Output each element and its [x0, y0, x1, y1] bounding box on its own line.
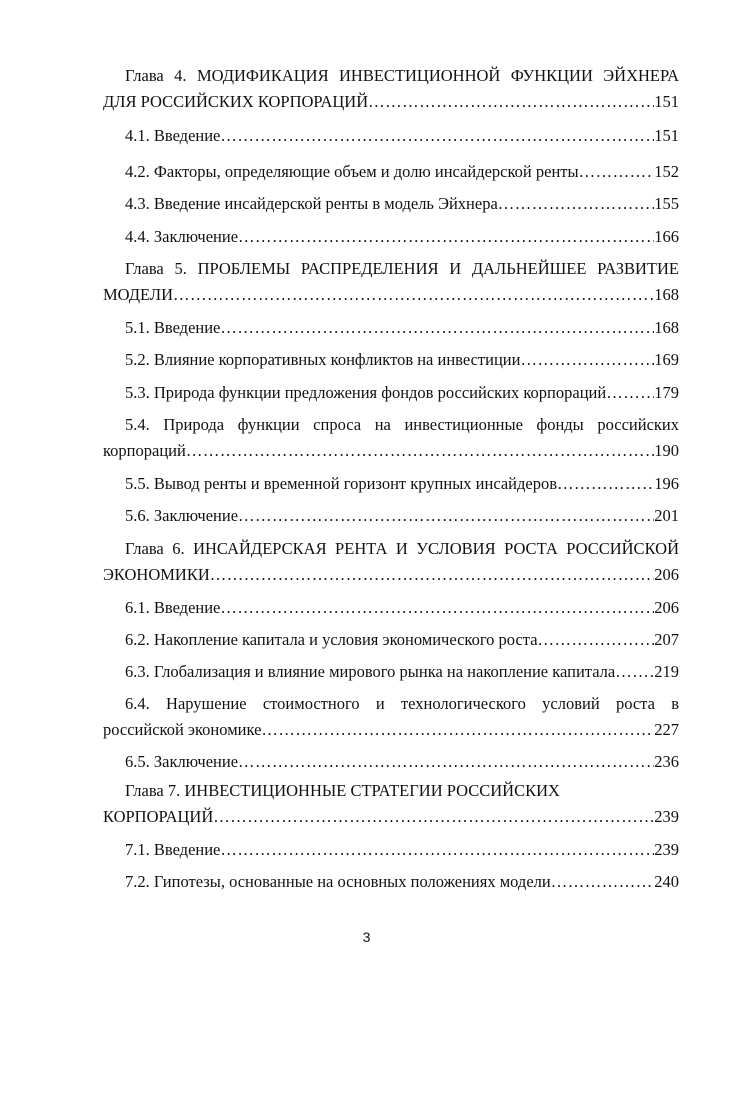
toc-entry-4-2 [103, 160, 679, 184]
chapter-7-title-line2 [103, 805, 679, 829]
entry-title: 6.5. Заключение [125, 752, 239, 771]
entry-title: 4.2. Факторы, определяющие объем и долю инсайдерской ренты [125, 162, 579, 181]
leader-dots [220, 596, 654, 620]
entry-page: 239 [654, 840, 679, 859]
toc-entry-5-3 [103, 381, 679, 405]
chapter-4-title-line1: Глава 4. МОДИФИКАЦИЯ ИНВЕСТИЦИОННОЙ ФУНКЦИИ ЭЙХНЕРА [125, 66, 679, 85]
leader-dots [210, 563, 655, 587]
toc-entry-6-4-line1: 6.4. Нарушение стоимостного и технологического условий роста в [125, 694, 679, 713]
chapter-4-page: 151 [654, 92, 679, 111]
page-number: 3 [362, 929, 371, 945]
toc-entry-7-2 [103, 870, 679, 894]
chapter-5-title-text: МОДЕЛИ [103, 285, 173, 304]
toc-entry-5-5 [103, 472, 679, 496]
entry-title: 6.2. Накопление капитала и условия экономического роста [125, 630, 538, 649]
chapter-4-title-text: ДЛЯ РОССИЙСКИХ КОРПОРАЦИЙ [103, 92, 369, 111]
toc-entry-5-4-line2 [103, 439, 679, 463]
chapter-6-title-line1: Глава 6. ИНСАЙДЕРСКАЯ РЕНТА И УСЛОВИЯ РОСТА РОССИЙСКОЙ [125, 539, 679, 558]
entry-page: 155 [654, 194, 679, 213]
chapter-6-title-line2 [103, 563, 679, 587]
entry-page: 151 [654, 126, 679, 145]
entry-title: 5.6. Заключение [125, 506, 239, 525]
toc-entry-4-1 [103, 124, 679, 148]
leader-dots [538, 628, 655, 652]
chapter-7-title-text: КОРПОРАЦИЙ [103, 807, 214, 826]
leader-dots [368, 90, 654, 114]
leader-dots [557, 472, 654, 496]
entry-title: 7.1. Введение [125, 840, 221, 859]
entry-title: 5.1. Введение [125, 318, 221, 337]
entry-title: 5.3. Природа функции предложения фондов российских корпораций [125, 383, 607, 402]
entry-title: 4.3. Введение инсайдерской ренты в модель Эйхнера [125, 194, 498, 213]
entry-page: 168 [654, 318, 679, 337]
chapter-7-page: 239 [654, 807, 679, 826]
leader-dots [238, 504, 654, 528]
leader-dots [551, 870, 655, 894]
chapter-6-page: 206 [654, 565, 679, 584]
chapter-4-title-line2 [103, 90, 679, 114]
leader-dots [261, 718, 654, 742]
entry-page: 236 [654, 752, 679, 771]
toc-entry-7-1 [103, 838, 679, 862]
entry-title: корпораций [103, 441, 186, 460]
chapter-5-title-line2 [103, 283, 679, 307]
toc-entry-6-2 [103, 628, 679, 652]
entry-title: 5.2. Влияние корпоративных конфликтов на инвестиции [125, 350, 521, 369]
entry-title: российской экономике [103, 720, 262, 739]
leader-dots [213, 805, 654, 829]
leader-dots [579, 160, 655, 184]
leader-dots [173, 283, 654, 307]
entry-page: 227 [654, 720, 679, 739]
leader-dots [186, 439, 654, 463]
chapter-5-title-line1: Глава 5. ПРОБЛЕМЫ РАСПРЕДЕЛЕНИЯ И ДАЛЬНЕЙШЕЕ РАЗВИТИЕ [125, 259, 679, 278]
chapter-7-title-line1: Глава 7. ИНВЕСТИЦИОННЫЕ СТРАТЕГИИ РОССИЙСКИХ [125, 781, 560, 800]
leader-dots [220, 316, 654, 340]
toc-entry-5-6 [103, 504, 679, 528]
entry-page: 179 [654, 383, 679, 402]
chapter-6-title-text: ЭКОНОМИКИ [103, 565, 210, 584]
toc-entry-5-2 [103, 348, 679, 372]
leader-dots [498, 192, 654, 216]
entry-page: 190 [654, 441, 679, 460]
entry-page: 207 [654, 630, 679, 649]
entry-title: 4.1. Введение [125, 126, 221, 145]
toc-entry-6-1 [103, 596, 679, 620]
leader-dots [220, 124, 654, 148]
leader-dots [606, 381, 654, 405]
toc-entry-4-3 [103, 192, 679, 216]
chapter-5-page: 168 [654, 285, 679, 304]
entry-page: 206 [654, 598, 679, 617]
entry-page: 152 [654, 162, 679, 181]
entry-page: 169 [654, 350, 679, 369]
leader-dots [220, 838, 654, 862]
toc-entry-5-4-line1: 5.4. Природа функции спроса на инвестиционные фонды российских [125, 415, 679, 434]
entry-title: 5.5. Вывод ренты и временной горизонт крупных инсайдеров [125, 474, 558, 493]
toc-entry-6-4-line2 [103, 718, 679, 742]
entry-title: 6.1. Введение [125, 598, 221, 617]
toc-entry-6-5 [103, 750, 679, 774]
entry-page: 201 [654, 506, 679, 525]
toc-entry-5-1 [103, 316, 679, 340]
entry-page: 219 [654, 662, 679, 681]
entry-page: 166 [654, 227, 679, 246]
toc-entry-6-3 [103, 660, 679, 684]
leader-dots [520, 348, 654, 372]
leader-dots [615, 660, 654, 684]
entry-page: 196 [654, 474, 679, 493]
leader-dots [238, 750, 654, 774]
entry-title: 4.4. Заключение [125, 227, 239, 246]
entry-title: 7.2. Гипотезы, основанные на основных положениях модели [125, 872, 551, 891]
entry-page: 240 [654, 872, 679, 891]
leader-dots [238, 225, 654, 249]
entry-title: 6.3. Глобализация и влияние мирового рынка на накопление капитала [125, 662, 616, 681]
toc-entry-4-4 [103, 225, 679, 249]
